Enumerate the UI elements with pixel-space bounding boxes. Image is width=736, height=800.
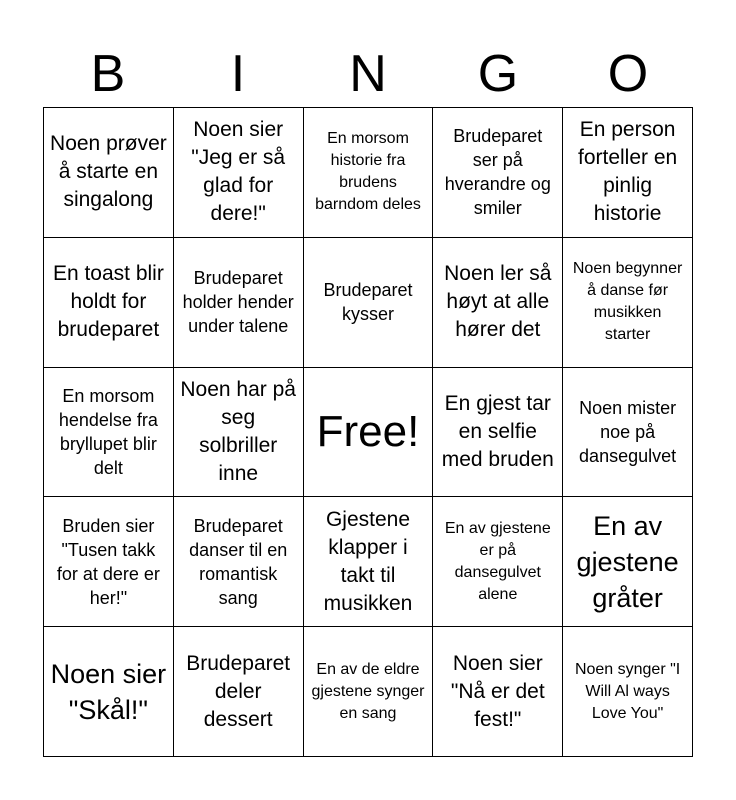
cell-text: Gjestene klapper i takt til musikken — [323, 507, 413, 615]
bingo-grid — [43, 107, 693, 757]
bingo-cell[interactable] — [433, 497, 563, 627]
bingo-cell[interactable] — [563, 368, 693, 498]
cell-text: En av de eldre gjestene synger en sang — [311, 660, 425, 722]
cell-text: Brudeparet danser til en romantisk sang — [189, 515, 288, 608]
cell-text: Bruden sier "Tusen takk for at dere er her!" — [56, 515, 160, 608]
header-letter-n: N — [349, 45, 387, 103]
free-space-label: Free! — [316, 406, 420, 456]
header-letter-b: B — [90, 45, 126, 103]
bingo-cell[interactable] — [563, 627, 693, 757]
cell-text: En morsom hendelse fra bryllupet blir delt — [58, 385, 158, 478]
cell-text: Noen prøver å starte en singalong — [50, 132, 167, 212]
bingo-cell[interactable] — [433, 368, 563, 498]
bingo-cell[interactable] — [44, 627, 174, 757]
cell-text: Noen sier "Jeg er så glad for dere!" — [191, 118, 286, 226]
header-letter-g: G — [477, 45, 519, 103]
cell-text: Noen begynner å danse før musikken starter — [572, 260, 683, 344]
bingo-cell[interactable] — [174, 497, 304, 627]
cell-text: Noen har på seg solbriller inne — [180, 377, 296, 485]
cell-text: Brudeparet holder hender under talene — [182, 268, 294, 337]
free-space[interactable] — [304, 368, 434, 498]
bingo-cell[interactable] — [304, 627, 434, 757]
cell-text: En av gjestene er på dansegulvet alene — [444, 519, 551, 603]
cell-text: En toast blir holdt for brudeparet — [52, 262, 164, 342]
cell-text: En morsom historie fra brudens barndom deles — [315, 130, 421, 214]
bingo-cell[interactable] — [44, 497, 174, 627]
bingo-cell[interactable] — [44, 108, 174, 238]
bingo-cell[interactable] — [304, 238, 434, 368]
bingo-cell[interactable] — [174, 108, 304, 238]
cell-text: Brudeparet ser på hverandre og smiler — [444, 126, 551, 219]
cell-text: Noen sier "Skål!" — [50, 658, 167, 725]
bingo-cell[interactable] — [304, 108, 434, 238]
header-letter-o: O — [607, 45, 649, 103]
cell-text: Noen sier "Nå er det fest!" — [450, 651, 545, 731]
cell-text: Noen ler så høyt at alle hører det — [444, 262, 552, 342]
bingo-cell[interactable] — [433, 108, 563, 238]
bingo-cell[interactable] — [433, 238, 563, 368]
bingo-cell[interactable] — [44, 238, 174, 368]
bingo-cell[interactable] — [44, 368, 174, 498]
bingo-cell[interactable] — [433, 627, 563, 757]
cell-text: Brudeparet deler dessert — [186, 651, 291, 731]
bingo-cell[interactable] — [174, 368, 304, 498]
cell-text: En gjest tar en selfie med bruden — [441, 391, 554, 471]
bingo-cell[interactable] — [563, 108, 693, 238]
bingo-cell[interactable] — [304, 497, 434, 627]
cell-text: Brudeparet kysser — [323, 280, 413, 325]
bingo-cell[interactable] — [174, 238, 304, 368]
cell-text: Noen synger "I Will Al ways Love You" — [574, 660, 681, 722]
bingo-cell[interactable] — [563, 497, 693, 627]
bingo-cell[interactable] — [563, 238, 693, 368]
cell-text: En person forteller en pinlig historie — [577, 118, 678, 226]
bingo-header — [43, 40, 693, 108]
cell-text: En av gjestene gråter — [576, 510, 679, 613]
cell-text: Noen mister noe på dansegulvet — [579, 397, 677, 466]
bingo-cell[interactable] — [174, 627, 304, 757]
header-letter-i: I — [230, 45, 246, 103]
